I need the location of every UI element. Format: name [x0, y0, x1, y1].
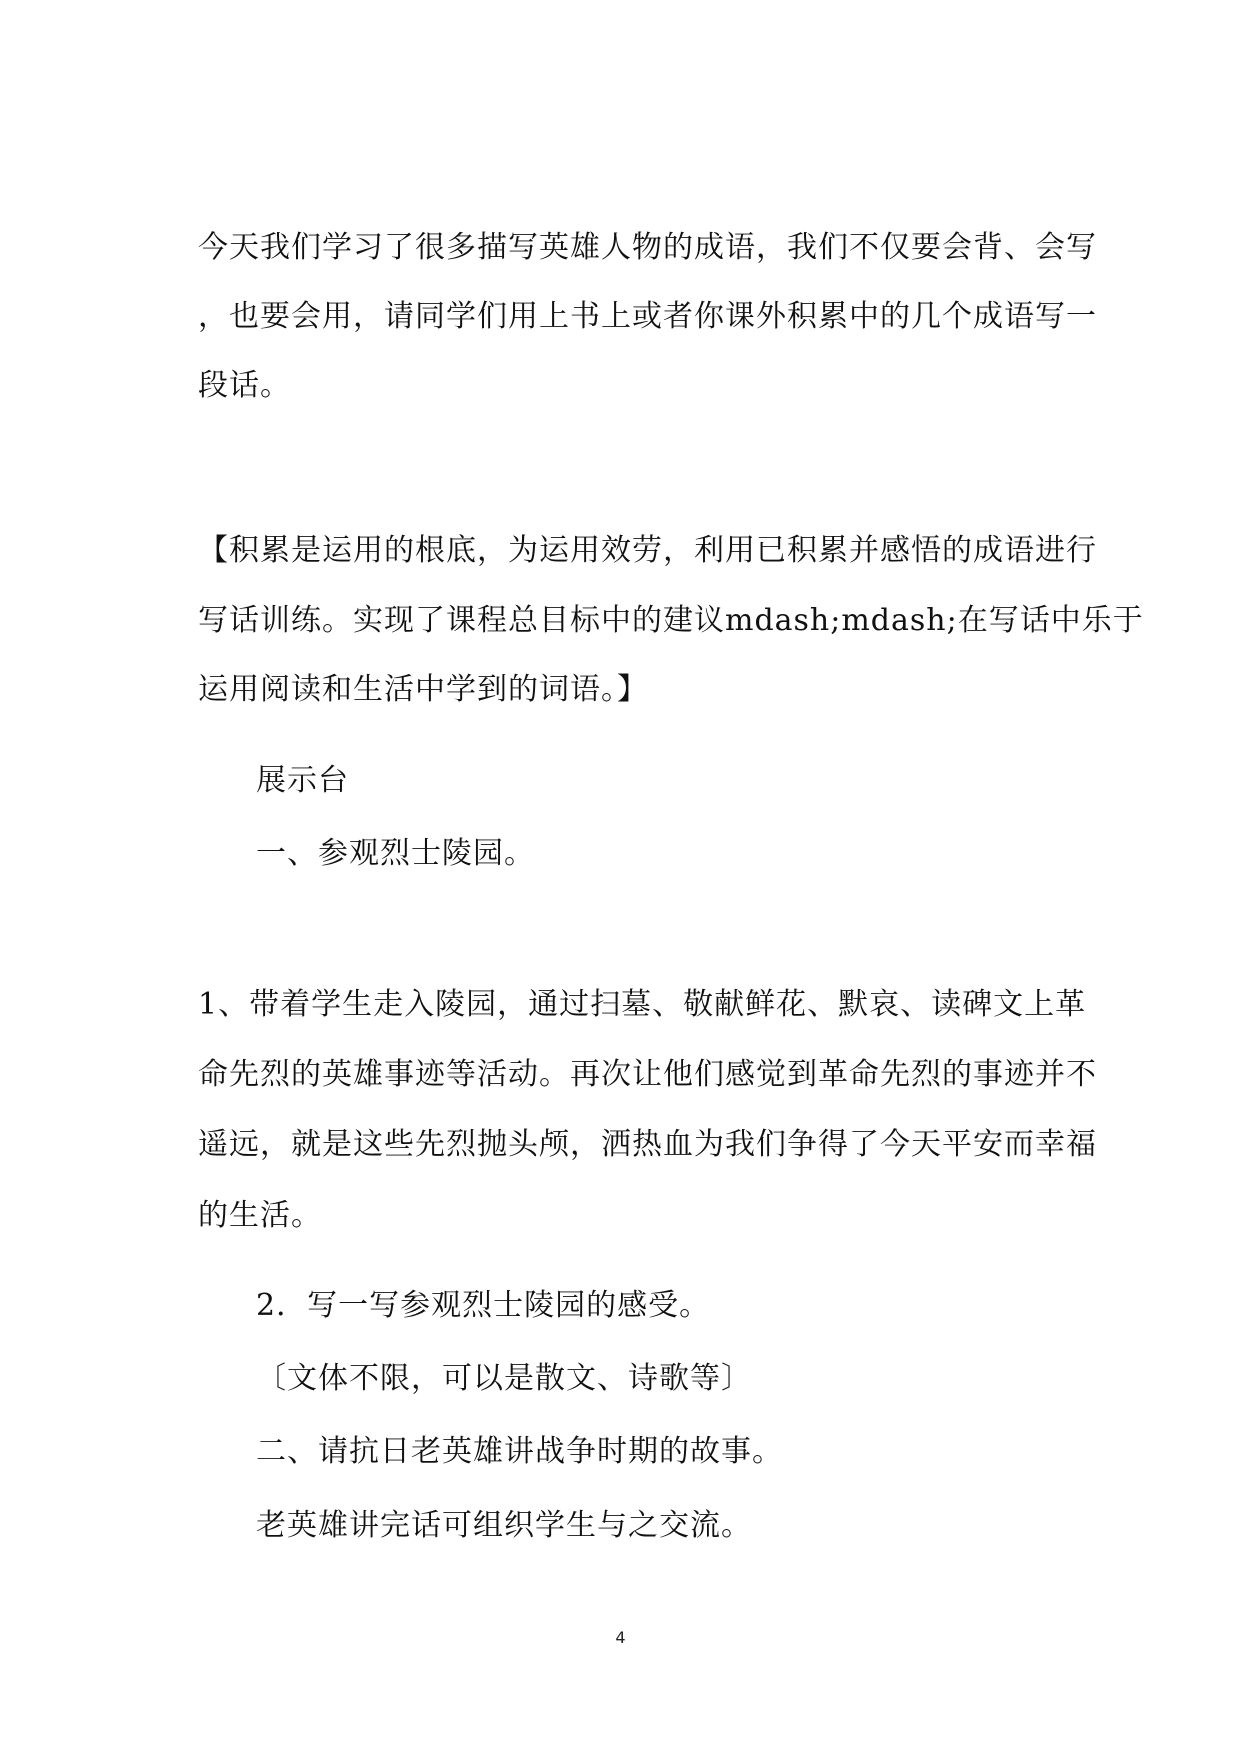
paragraph-3-line-4: 的生活。 — [198, 1198, 322, 1233]
paragraph-3-line-3: 遥远，就是这些先烈抛头颅，洒热血为我们争得了今天平安而幸福 — [198, 1127, 1097, 1162]
paragraph-2-line-2: 写话训练。实现了课程总目标中的建议mdash;mdash;在写话中乐于 — [198, 603, 1144, 638]
page-number: 4 — [615, 1628, 626, 1647]
item-two: 2．写一写参观烈士陵园的感受。 — [256, 1288, 711, 1323]
paragraph-3-line-1: 1、带着学生走入陵园，通过扫墓、敬献鲜花、默哀、读碑文上革 — [198, 987, 1087, 1022]
heading-showcase: 展示台 — [256, 763, 349, 798]
section-one-heading: 一、参观烈士陵园。 — [256, 836, 535, 871]
paragraph-1-line-3: 段话。 — [198, 368, 291, 403]
closing-line: 老英雄讲完话可组织学生与之交流。 — [256, 1508, 752, 1543]
paragraph-3-line-2: 命先烈的英雄事迹等活动。再次让他们感觉到革命先烈的事迹并不 — [198, 1057, 1097, 1092]
paragraph-2-line-1: 【积累是运用的根底，为运用效劳，利用已积累并感悟的成语进行 — [198, 533, 1097, 568]
item-two-note: 〔文体不限，可以是散文、诗歌等〕 — [256, 1361, 752, 1396]
paragraph-1-line-1: 今天我们学习了很多描写英雄人物的成语，我们不仅要会背、会写 — [198, 230, 1097, 265]
paragraph-2-line-3: 运用阅读和生活中学到的词语。】 — [198, 672, 648, 707]
paragraph-1-line-2: ，也要会用，请同学们用上书上或者你课外积累中的几个成语写一 — [198, 299, 1097, 334]
section-two-heading: 二、请抗日老英雄讲战争时期的故事。 — [256, 1434, 783, 1469]
